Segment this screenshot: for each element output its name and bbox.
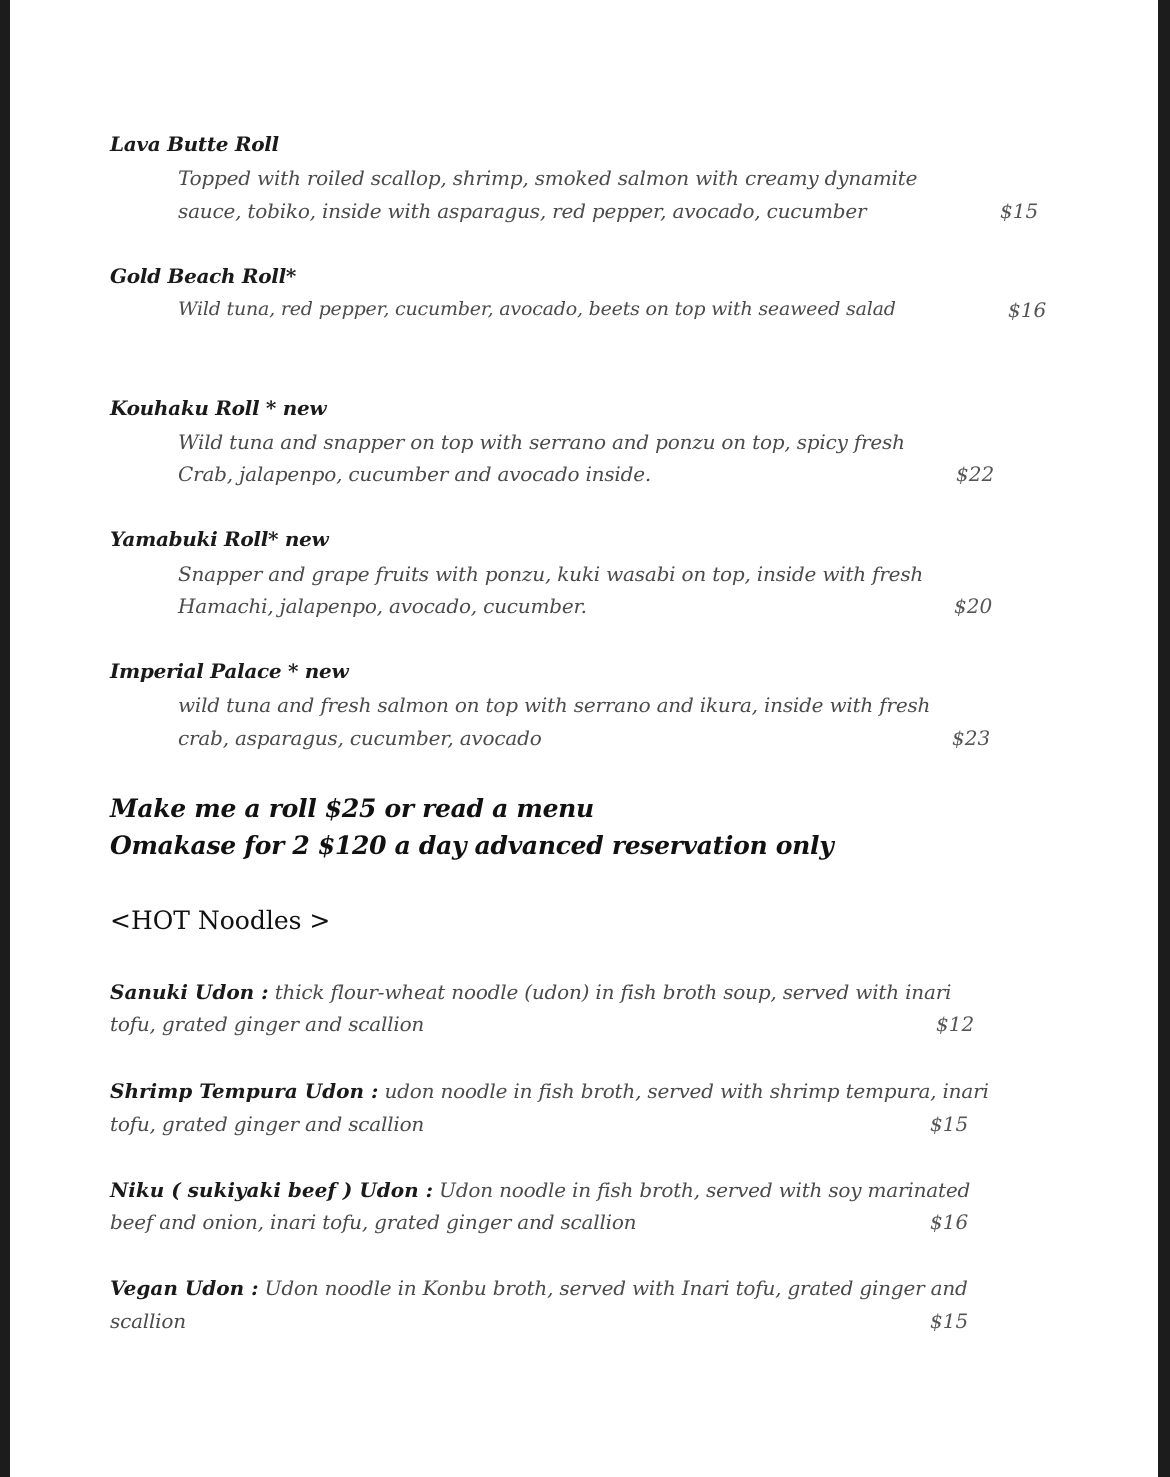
noodle-item	[110, 1079, 989, 1103]
menu-page	[10, 0, 1158, 1477]
item-price: $22	[956, 462, 995, 486]
item-description: beef and onion, inari tofu, grated ginger and scallion	[110, 1210, 637, 1234]
item-description: tofu, grated ginger and scallion	[110, 1112, 425, 1136]
item-description: Udon noodle in Konbu broth, served with Inari tofu, grated ginger and	[258, 1276, 968, 1300]
item-description: Wild tuna and snapper on top with serrano and ponzu on top, spicy fresh	[178, 430, 905, 454]
item-price: $23	[952, 726, 991, 750]
item-description: udon noodle in fish broth, served with shrimp tempura, inari	[378, 1079, 989, 1103]
promo-line: Omakase for 2 $120 a day advanced reservation only	[110, 831, 834, 860]
item-price: $15	[930, 1112, 969, 1136]
item-price: $16	[930, 1210, 969, 1234]
item-price: $15	[1000, 199, 1039, 223]
item-description: Crab, jalapenpo, cucumber and avocado inside.	[178, 462, 652, 486]
item-name: Niku ( sukiyaki beef ) Udon :	[110, 1178, 433, 1202]
noodle-item	[110, 1276, 968, 1300]
item-name: Vegan Udon :	[110, 1276, 259, 1300]
item-price: $20	[954, 594, 993, 618]
noodle-item	[110, 980, 951, 1004]
promo-line: Make me a roll $25 or read a menu	[110, 794, 594, 823]
section-title: <HOT Noodles >	[110, 906, 331, 935]
item-description: tofu, grated ginger and scallion	[110, 1012, 425, 1036]
item-name: Yamabuki Roll* new	[110, 527, 329, 551]
item-name: Kouhaku Roll * new	[110, 396, 327, 420]
item-price: $12	[936, 1012, 975, 1036]
item-description: crab, asparagus, cucumber, avocado	[178, 726, 542, 750]
item-description: thick flour-wheat noodle (udon) in fish broth soup, served with inari	[268, 980, 952, 1004]
item-name: Imperial Palace * new	[110, 659, 349, 683]
item-description: wild tuna and fresh salmon on top with serrano and ikura, inside with fresh	[178, 693, 931, 717]
item-name: Sanuki Udon :	[110, 980, 269, 1004]
item-description: Udon noodle in fish broth, served with soy marinated	[433, 1178, 971, 1202]
noodle-item	[110, 1178, 970, 1202]
item-description: Hamachi, jalapenpo, avocado, cucumber.	[178, 594, 587, 618]
item-description: scallion	[110, 1309, 186, 1333]
item-description: Wild tuna, red pepper, cucumber, avocado, beets on top with seaweed salad	[178, 298, 896, 320]
item-description: Snapper and grape fruits with ponzu, kuki wasabi on top, inside with fresh	[178, 562, 924, 586]
item-description: Topped with roiled scallop, shrimp, smoked salmon with creamy dynamite	[178, 166, 918, 190]
item-name: Lava Butte Roll	[110, 132, 279, 156]
item-price: $16	[1008, 298, 1047, 322]
item-price: $15	[930, 1309, 969, 1333]
item-description: sauce, tobiko, inside with asparagus, red pepper, avocado, cucumber	[178, 199, 867, 223]
item-name: Gold Beach Roll*	[110, 264, 297, 288]
item-name: Shrimp Tempura Udon :	[110, 1079, 379, 1103]
